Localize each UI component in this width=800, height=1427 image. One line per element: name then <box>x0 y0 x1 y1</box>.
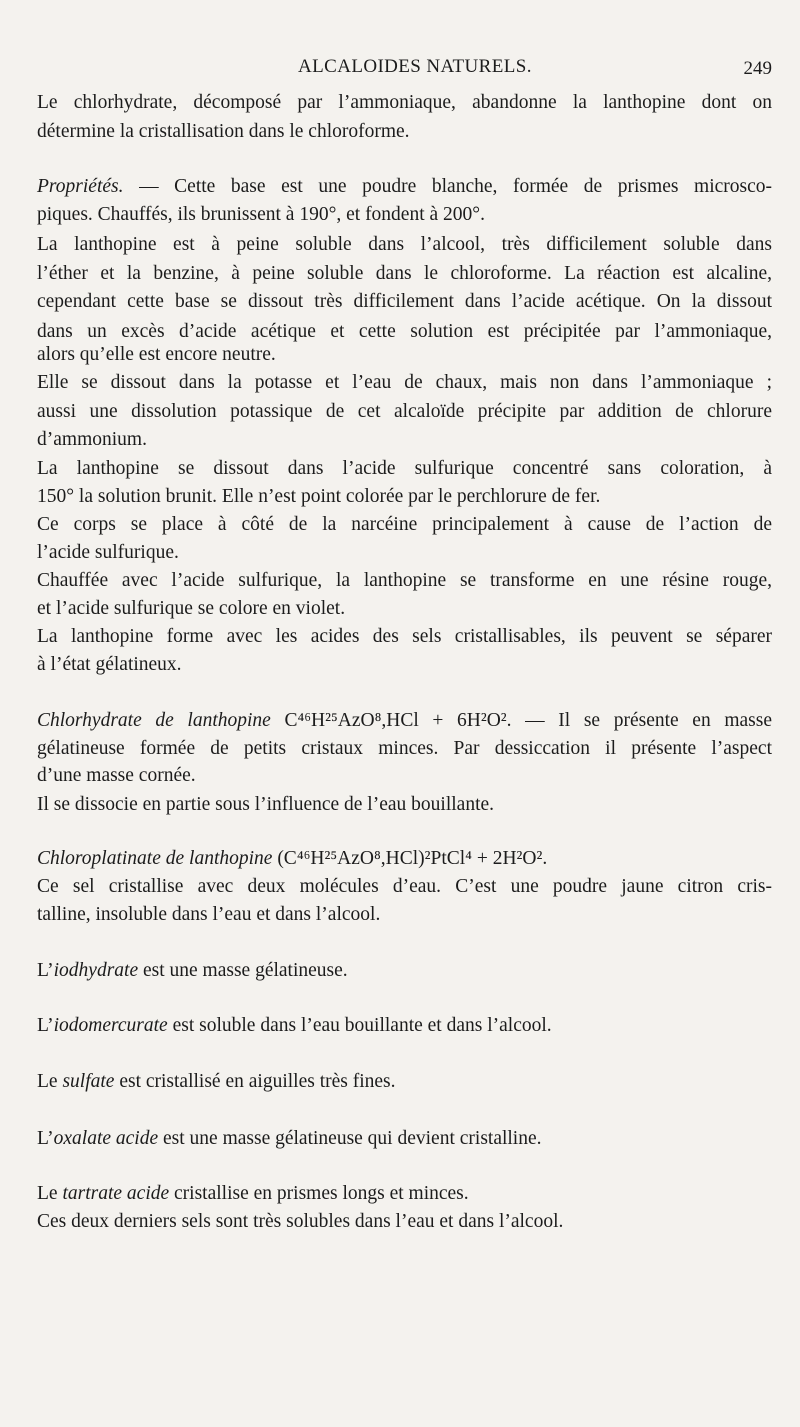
text-line <box>37 1124 772 1154</box>
text-span: est une masse gélatineuse. <box>138 960 348 981</box>
text-line <box>37 1067 772 1097</box>
text-line: La lanthopine se dissout dans l’acide sulfurique concentré sans coloration, à <box>37 458 772 479</box>
text-line: Ce corps se place à côté de la narcéine principalement à cause de l’action de <box>37 514 772 535</box>
text-line: Le chlorhydrate, décomposé par l’ammoniaque, abandonne la lanthopine dont on <box>37 92 772 113</box>
text-line: Ces deux derniers sels sont très solubles dans l’eau et dans l’alcool. <box>37 1211 564 1232</box>
text-line <box>37 172 772 202</box>
text-span: Le <box>37 1071 63 1092</box>
text-line: alors qu’elle est encore neutre. <box>37 344 276 365</box>
text-line: et l’acide sulfurique se colore en violet. <box>37 598 346 619</box>
text-line: d’une masse cornée. <box>37 765 196 786</box>
text-span: — Cette base est une poudre blanche, formée de prismes microsco- <box>123 176 772 197</box>
running-title: ALCALOIDES NATURELS. <box>298 56 532 77</box>
text-span: est cristallisé en aiguilles très fines. <box>114 1071 396 1092</box>
salt-name: Chloroplatinate de lanthopine <box>37 848 273 869</box>
text-line <box>37 1011 772 1041</box>
text-span: est une masse gélatineuse qui devient cristalline. <box>158 1128 542 1149</box>
salt-name: oxalate acide <box>53 1128 159 1149</box>
text-line: dans un excès d’acide acétique et cette solution est précipitée par l’ammoniaque, <box>37 321 772 342</box>
text-line: d’ammonium. <box>37 429 147 450</box>
text-line: La lanthopine est à peine soluble dans l’alcool, très difficilement soluble dans <box>37 234 772 255</box>
text-line: l’éther et la benzine, à peine soluble dans le chloroforme. La réaction est alcaline, <box>37 263 772 284</box>
salt-name: sulfate <box>62 1071 115 1092</box>
text-span: cristallise en prismes longs et minces. <box>169 1183 469 1204</box>
salt-name: Chlorhydrate de lanthopine <box>37 710 271 731</box>
text-span: L’ <box>37 1128 54 1149</box>
text-line: l’acide sulfurique. <box>37 542 179 563</box>
text-line <box>37 706 772 736</box>
text-span: L’ <box>37 1015 54 1036</box>
text-line: Chauffée avec l’acide sulfurique, la lanthopine se transforme en une résine rouge, <box>37 570 772 591</box>
salt-name: tartrate acide <box>62 1183 170 1204</box>
text-span: L’ <box>37 960 54 981</box>
salt-name: iodhydrate <box>53 960 139 981</box>
salt-name: iodomercurate <box>53 1015 168 1036</box>
text-line: Il se dissocie en partie sous l’influence de l’eau bouillante. <box>37 794 495 815</box>
text-line <box>37 956 772 986</box>
text-line: aussi une dissolution potassique de cet alcaloïde précipite par addition de chlorure <box>37 401 772 422</box>
text-line: gélatineuse formée de petits cristaux minces. Par dessiccation il présente l’aspect <box>37 738 772 759</box>
text-span: est soluble dans l’eau bouillante et dans l’alcool. <box>167 1015 552 1036</box>
text-line: Elle se dissout dans la potasse et l’eau de chaux, mais non dans l’ammoniaque ; <box>37 372 772 393</box>
page-number: 249 <box>743 58 772 79</box>
page-header <box>0 56 800 84</box>
formula-text: (C⁴⁶H²⁵AzO⁸,HCl)²PtCl⁴ + 2H²O². <box>272 848 548 869</box>
text-line: La lanthopine forme avec les acides des sels cristallisables, ils peuvent se séparer <box>37 626 772 647</box>
text-line: piques. Chauffés, ils brunissent à 190°, et fondent à 200°. <box>37 204 485 225</box>
text-line: à l’état gélatineux. <box>37 654 182 675</box>
section-heading: Propriétés. <box>37 176 124 197</box>
text-line: 150° la solution brunit. Elle n’est point colorée par le perchlorure de fer. <box>37 486 601 507</box>
text-line: talline, insoluble dans l’eau et dans l’alcool. <box>37 904 381 925</box>
text-line <box>37 844 772 874</box>
text-line: cependant cette base se dissout très difficilement dans l’acide acétique. On la dissout <box>37 291 772 312</box>
text-line: détermine la cristallisation dans le chloroforme. <box>37 121 410 142</box>
text-span: Le <box>37 1183 63 1204</box>
text-line: Ce sel cristallise avec deux molécules d’eau. C’est une poudre jaune citron cris- <box>37 876 772 897</box>
text-line <box>37 1179 772 1209</box>
formula-text: C⁴⁶H²⁵AzO⁸,HCl + 6H²O². — Il se présente en masse <box>270 710 772 731</box>
